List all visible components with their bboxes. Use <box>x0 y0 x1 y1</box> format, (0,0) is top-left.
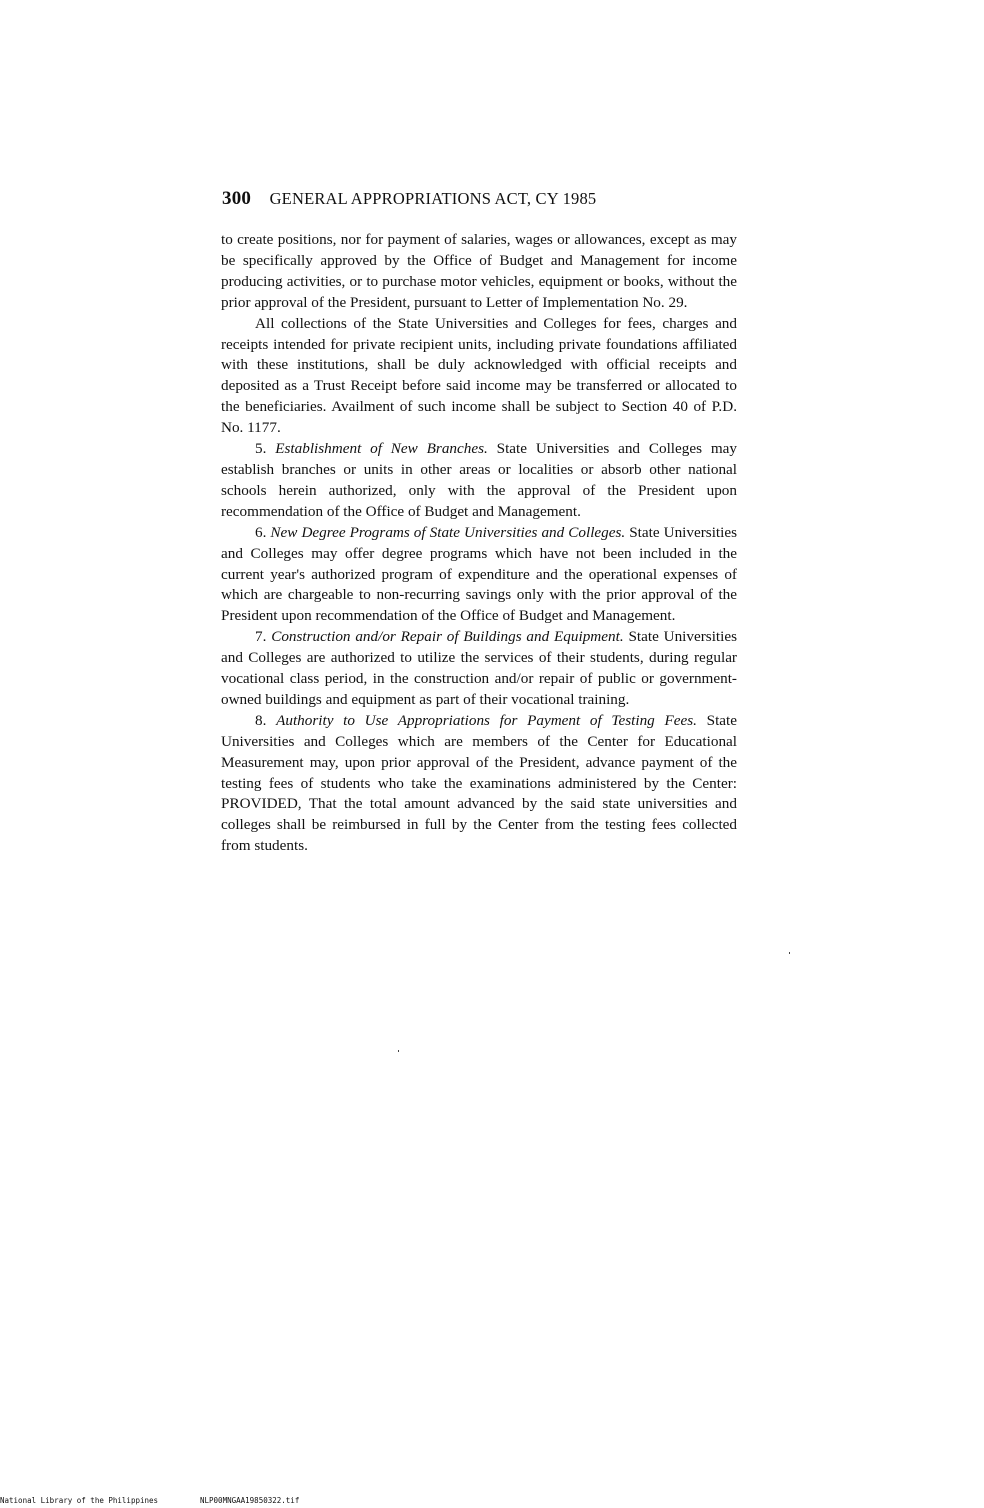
section-text: State Universities and Colleges may offer degree programs which have not been included in the current year's authorized program of expenditure and the operational expenses of which are chargeable to non-recurring savings only with the prior approval of the President upon recommendation of the Office of Budget and Management. <box>221 523 738 625</box>
section-number: 5. <box>255 440 267 458</box>
section-heading: Establishment of New Branches. <box>275 440 488 458</box>
section-6 <box>221 523 737 628</box>
section-text: State Universities and Colleges are authorized to utilize the services of their students, during regular vocational class period, in the construction and/or repair of public or government-owned buildings and equipment as part of their vocational training. <box>221 628 738 708</box>
section-text: State Universities and Colleges may establish branches or units in other areas or localities or absorb other national schools herein authorized, only with the approval of the President upon recommendation of the Office of Budget and Management. <box>221 440 737 520</box>
section-number: 7. <box>255 628 267 646</box>
document-body <box>221 230 737 857</box>
page-number: 300 <box>222 188 252 209</box>
paragraph-continuation: to create positions, nor for payment of salaries, wages or allowances, except as may be specifically approved by the Office of Budget and Management for income producing activities, or to purchase motor vehicles, equipment or books, without the prior approval of the President, pursuant to Letter of Implementation No. 29. <box>221 231 737 311</box>
footer-file-id: NLP00MNGAA19850322.tif <box>200 1496 300 1505</box>
page-title: GENERAL APPROPRIATIONS ACT, CY 1985 <box>269 189 597 208</box>
section-number: 8. <box>255 711 267 729</box>
section-heading: Authority to Use Appropriations for Payment of Testing Fees. <box>276 711 697 729</box>
section-7 <box>221 627 737 711</box>
footer-library: National Library of the Philippines <box>0 1496 159 1505</box>
scan-speck <box>789 952 790 954</box>
section-text: State Universities and Colleges which are members of the Center for Educational Measurement may, upon prior approval of the President, advance payment of the testing fees of students who take the examinations administered by the Center: PROVIDED, That the total amount advanced by the said state universities and colleges shall be reimbursed in full by the Center from the testing fees collected from students. <box>221 711 737 855</box>
scan-speck <box>398 1050 399 1052</box>
section-heading: Construction and/or Repair of Buildings and Equipment. <box>271 628 624 646</box>
section-number: 6. <box>255 523 267 541</box>
paragraph-collections: All collections of the State Universities and Colleges for fees, charges and receipts intended for private recipient units, including private foundations affiliated with these institutions, shall be duly acknowledged with official receipts and deposited as a Trust Receipt before said income may be transferred or allocated to the beneficiaries. Availment of such income shall be subject to Section 40 of P.D. No. 1177. <box>221 314 737 437</box>
section-8 <box>221 711 737 857</box>
section-5 <box>221 439 737 523</box>
page-header <box>222 188 742 210</box>
section-heading: New Degree Programs of State Universities and Colleges. <box>270 523 626 541</box>
